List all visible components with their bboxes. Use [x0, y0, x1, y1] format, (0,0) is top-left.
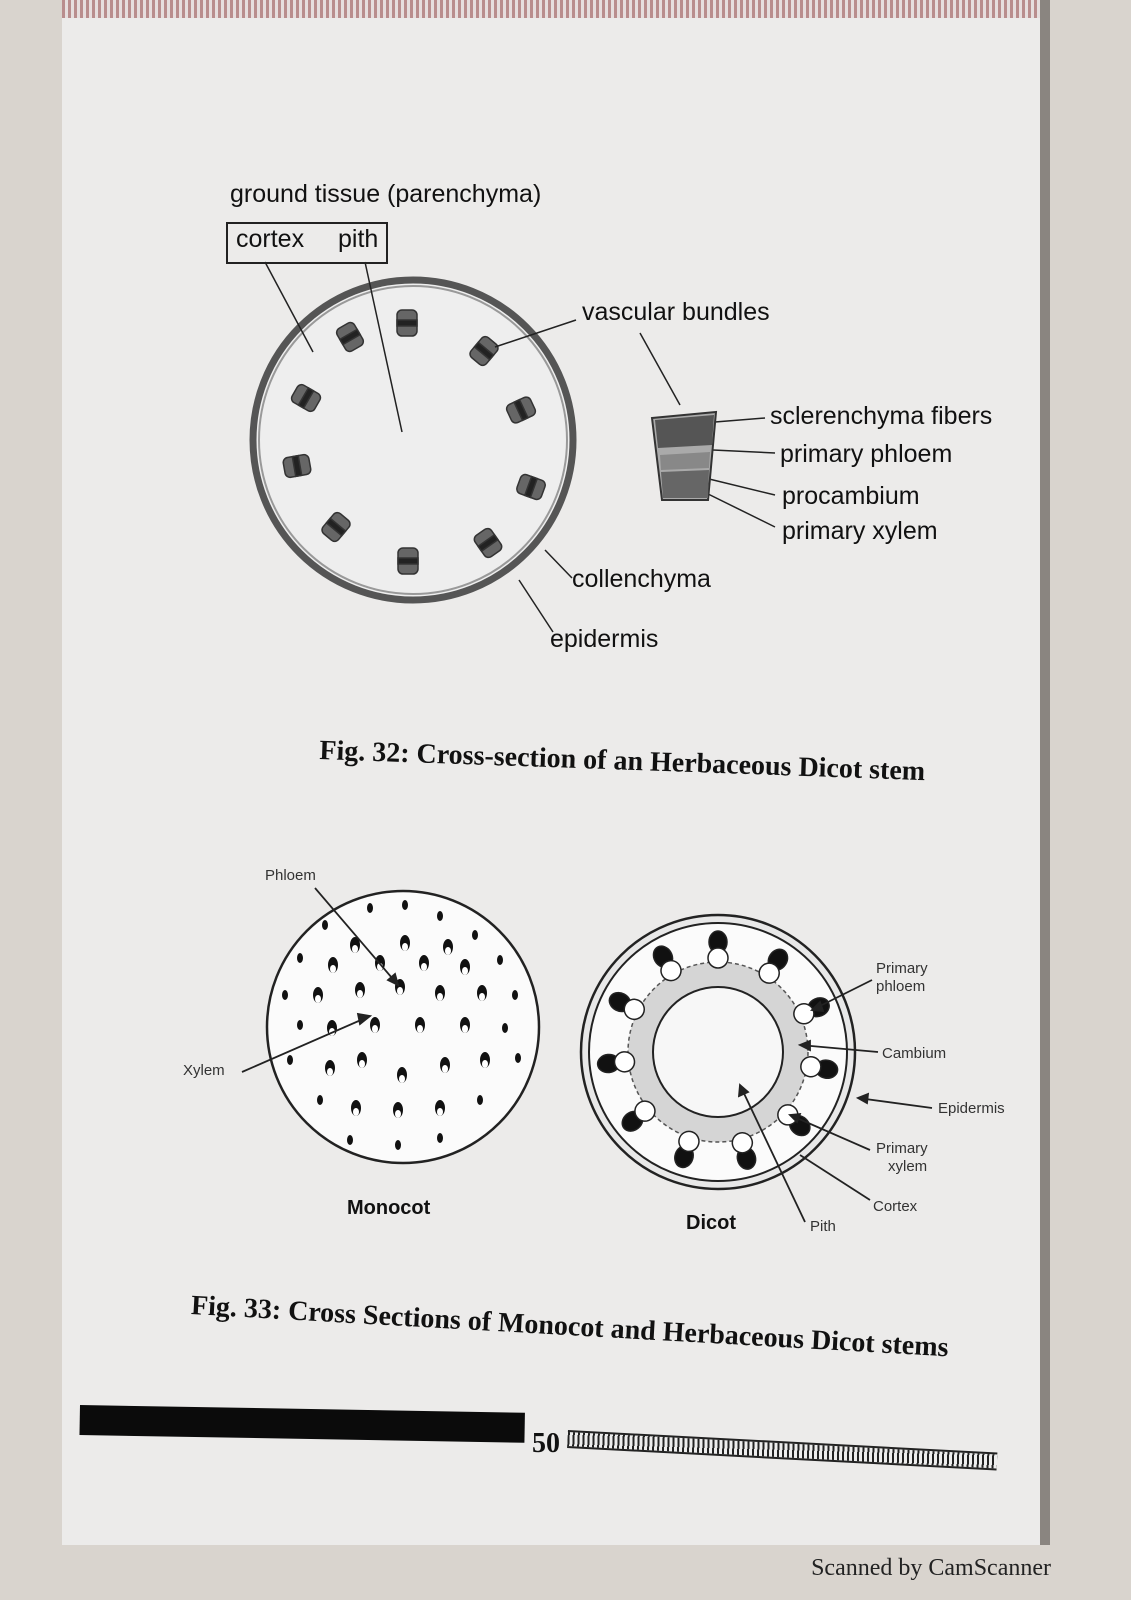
fig33-dicot-primary-phloem-label-2: phloem — [876, 978, 926, 995]
fig32-sclerenchyma-label: sclerenchyma fibers — [770, 402, 993, 430]
fig33-dicot-primary-phloem-label-1: Primary — [876, 960, 928, 977]
fig32-enlarged-bundle — [652, 412, 716, 500]
fig32-xylem-label: primary xylem — [782, 517, 938, 545]
fig33-monocot-circle — [267, 891, 539, 1163]
fig32-vascular-bundles-label: vascular bundles — [582, 298, 770, 326]
fig33-monocot-phloem-label: Phloem — [265, 867, 316, 884]
fig33-dicot-epidermis-label: Epidermis — [938, 1100, 1005, 1117]
fig33-dicot-title: Dicot — [686, 1212, 736, 1234]
fig33-dicot-cambium-label: Cambium — [882, 1045, 947, 1062]
fig33-dicot-cortex-label: Cortex — [873, 1198, 918, 1215]
fig33-monocot-xylem-label: Xylem — [183, 1062, 225, 1079]
fig32-cortex-label: cortex — [236, 225, 305, 253]
scanner-watermark: Scanned by CamScanner — [811, 1555, 1051, 1581]
fig33-caption: Fig. 33: Cross Sections of Monocot and Herbaceous Dicot stems — [190, 1290, 950, 1364]
fig33-dicot-pith — [653, 987, 783, 1117]
fig33-monocot-title: Monocot — [347, 1197, 431, 1219]
fig33-dicot-primary-xylem-label-1: Primary — [876, 1140, 928, 1157]
fig33-dicot-pith-label: Pith — [810, 1218, 836, 1235]
footer-page-number: 50 — [532, 1428, 560, 1459]
fig32-pith-label: pith — [338, 225, 379, 253]
fig32-phloem-label: primary phloem — [780, 440, 953, 468]
fig32-caption: Fig. 32: Cross-section of an Herbaceous Dicot stem — [318, 735, 926, 788]
fig32-collenchyma-label: collenchyma — [572, 565, 711, 593]
fig32-epidermis-label: epidermis — [550, 625, 659, 653]
fig32-ground-tissue-label: ground tissue (parenchyma) — [230, 180, 542, 208]
fig33-dicot-primary-xylem-label-2: xylem — [888, 1158, 928, 1175]
fig32-procambium-label: procambium — [782, 482, 920, 510]
